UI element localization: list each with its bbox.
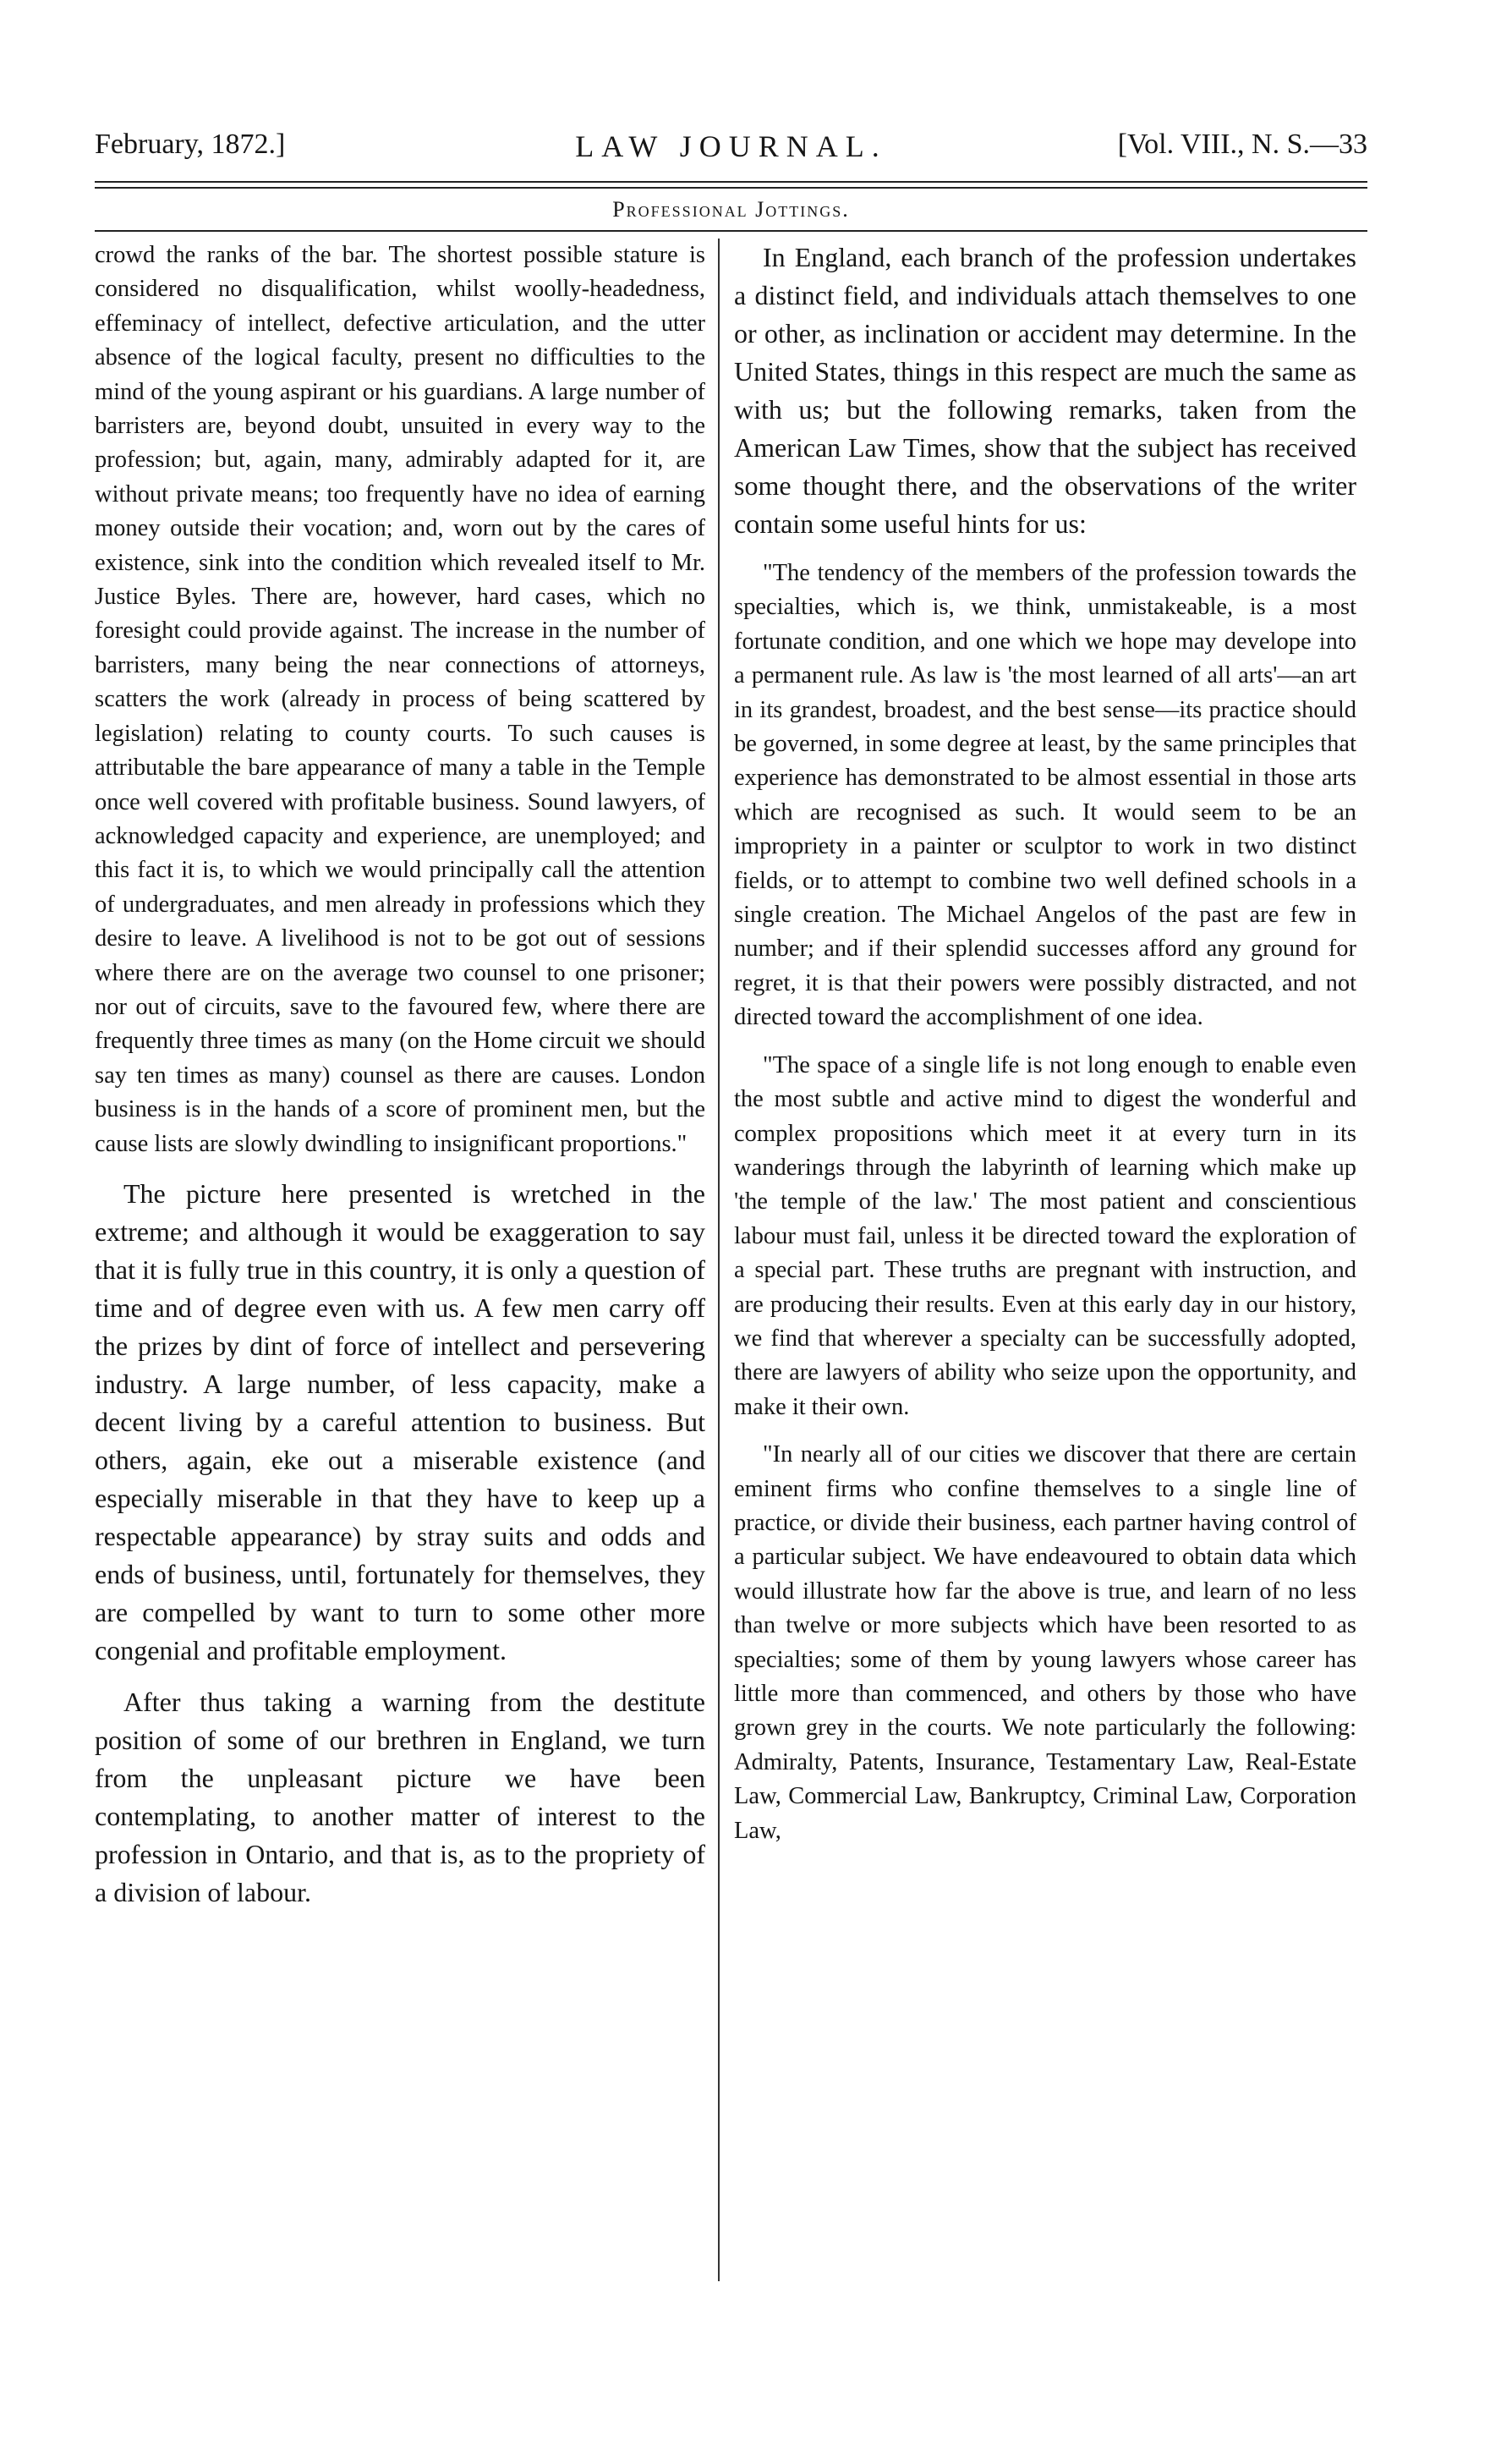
column-divider bbox=[718, 239, 720, 2281]
running-header bbox=[95, 125, 1367, 176]
right-column bbox=[734, 239, 1356, 2293]
right-paragraph-2: "The tendency of the members of the profession towards the specialties, which is, we think, unmistakeable, is a most fortunate condition, and one which we hope may develope into a permanent rule. As law is 'the most learned of all arts'—an art in its grandest, broadest, and the best sense—its practice should be governed, in some degree at least, by the same principles that experience has demonstrated to be almost essential in those arts which are recognised as such. It would seem to be an impropriety in a painter or sculptor to work in two distinct fields, or to attempt to combine two well defined schools in a single creation. The Michael Angelos of the past are few in number; and if their splendid successes afford any ground for regret, it is that their powers were possibly distracted, and not directed toward the accomplishment of one idea. bbox=[734, 560, 1356, 1031]
left-paragraph-2: The picture here presented is wretched in the extreme; and although it would be exaggeration to say that it is fully true in this country, it is only a question of time and of degree even with us. A few men carry off the prizes by dint of force of intellect and persevering industry. A large number, of less capacity, make a decent living by a careful attention to business. But others, again, eke out a miserable existence (and especially miserable in that they have to keep up a respectable appearance) by stray suits and odds and ends of business, until, fortunately for themselves, they are compelled by want to turn to some other more congenial and profitable employment. bbox=[95, 1177, 705, 1665]
header-date: February, 1872.] bbox=[95, 129, 286, 160]
header-rule-top bbox=[95, 181, 1367, 183]
right-paragraph-1: In England, each branch of the profession undertakes a distinct field, and individuals attach themselves to one or other, as inclination or accident may determine. In the United States, things in this respect are much the same as with us; but the following remarks, taken from the American Law Times, show that the subject has received some thought there, and the observations of the writer contain some useful hints for us: bbox=[734, 242, 1356, 539]
left-column bbox=[95, 239, 705, 2293]
left-paragraph-3: After thus taking a warning from the destitute position of some of our brethren in England, we turn from the unpleasant picture we have been contemplating, to another matter of interest to the profession in Ontario, and that is, as to the propriety of a division of labour. bbox=[95, 1686, 705, 1907]
right-paragraph-3: "The space of a single life is not long enough to enable even the most subtle and active mind to digest the wonderful and complex propositions which meet it at every turn in its wanderings through the labyrinth of learning which make up 'the temple of the law.' The most patient and conscientious labour must fail, unless it be directed toward the exploration of a special part. These truths are pregnant with instruction, and are producing their results. Even at this early day in our history, we find that wherever a specialty can be successfully adopted, there are lawyers of ability who seize upon the opportunity, and make it their own. bbox=[734, 1051, 1356, 1420]
left-paragraph-1: crowd the ranks of the bar. The shortest possible stature is considered no disqualification, whilst woolly-headedness, effeminacy of intellect, defective articulation, and the utter absence of the logical faculty, present no difficulties to the mind of the young aspirant or his guardians. A large number of barristers are, beyond doubt, unsuited in every way to the profession; but, again, many, admirably adapted for it, are without private means; too frequently have no idea of earning money outside their vocation; and, worn out by the cares of existence, sink into the condition which revealed itself to Mr. Justice Byles. There are, however, hard cases, which no foresight could provide against. The increase in the number of barristers, many being the near connections of attorneys, scatters the work (already in process of being scattered by legislation) relating to county courts. To such causes is attributable the bare appearance of many a table in the Temple once well covered with profitable business. Sound lawyers, of acknowledged capacity and experience, are unemployed; and this fact it is, to which we would principally call the attention of undergraduates, and men already in professions which they desire to leave. A livelihood is not to be got out of sessions where there are on the average two counsel to one prisoner; nor out of circuits, save to the favoured few, where there are frequently three times as many (on the Home circuit we should say ten times as many) counsel as there are causes. London business is in the hands of a score of prominent men, but the cause lists are slowly dwindling to insignificant proportions." bbox=[95, 242, 705, 1157]
section-title: Professional Jottings. bbox=[612, 197, 850, 222]
header-volume: [Vol. VIII., N. S.—33 bbox=[1117, 129, 1367, 160]
journal-title: LAW JOURNAL. bbox=[575, 129, 887, 163]
section-rule bbox=[95, 230, 1367, 232]
header-rule-bottom bbox=[95, 187, 1367, 189]
right-paragraph-4: "In nearly all of our cities we discover that there are certain eminent firms who confine themselves to a single line of practice, or divide their business, each partner having control of a particular subject. We have endeavoured to obtain data which would illustrate how far the above is true, and learn of no less than twelve or more subjects which have been resorted to as specialties; some of them by young lawyers whose career has little more than commenced, and others by those who have grown grey in the courts. We note particularly the following: Admiralty, Patents, Insurance, Testamentary Law, Real-Estate Law, Commercial Law, Bankruptcy, Criminal Law, Corporation Law, bbox=[734, 1441, 1356, 1844]
